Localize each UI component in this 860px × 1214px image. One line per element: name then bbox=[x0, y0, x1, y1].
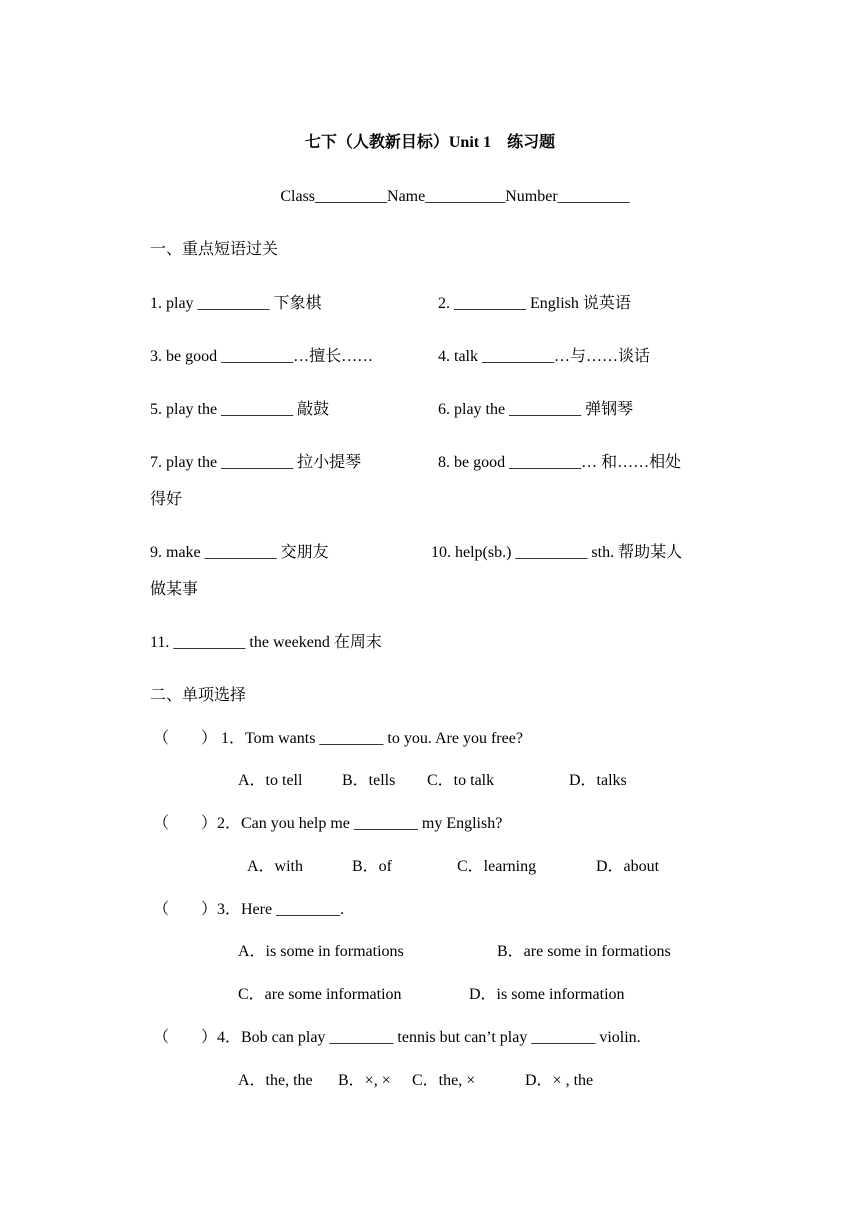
question-3-option-b: B．are some in formations bbox=[497, 943, 671, 960]
phrase-item-6: 6. play the _________ 弹钢琴 bbox=[438, 401, 634, 418]
question-1-option-d: D．talks bbox=[569, 772, 627, 789]
question-2-option-a: A．with bbox=[247, 858, 304, 875]
phrase-item-10-continued: 做某事 bbox=[150, 581, 199, 598]
phrase-item-2: 2. _________ English 说英语 bbox=[438, 295, 631, 312]
question-4-option-b: B．×, × bbox=[338, 1072, 391, 1089]
question-3-option-d: D．is some information bbox=[469, 986, 625, 1003]
question-4-option-d: D．× , the bbox=[525, 1072, 594, 1089]
phrase-item-9: 9. make _________ 交朋友 bbox=[150, 544, 329, 561]
section-heading-choice: 二、单项选择 bbox=[150, 687, 247, 704]
question-3-option-a: A．is some in formations bbox=[238, 943, 404, 960]
question-1-option-a: A．to tell bbox=[238, 772, 303, 789]
phrase-item-8-continued: 得好 bbox=[150, 491, 183, 508]
question-1-option-b: B．tells bbox=[342, 772, 396, 789]
section-heading-phrases: 一、重点短语过关 bbox=[150, 241, 279, 258]
question-3-stem: （ ）3．Here ________. bbox=[153, 901, 345, 918]
question-2-option-c: C．learning bbox=[457, 858, 537, 875]
phrase-item-3: 3. be good _________…擅长…… bbox=[150, 348, 374, 365]
phrase-item-8: 8. be good _________… 和……相处 bbox=[438, 454, 682, 471]
question-2-option-d: D．about bbox=[596, 858, 660, 875]
question-2-stem: （ ）2．Can you help me ________ my English? bbox=[153, 815, 503, 832]
question-4-stem: （ ）4．Bob can play ________ tennis but can’t play ________ violin. bbox=[153, 1029, 641, 1046]
phrase-item-10: 10. help(sb.) _________ sth. 帮助某人 bbox=[431, 544, 683, 561]
question-4-option-c: C．the, × bbox=[412, 1072, 476, 1089]
question-2-option-b: B．of bbox=[352, 858, 393, 875]
page-title: 七下（人教新目标）Unit 1 练习题 bbox=[304, 134, 556, 151]
question-4-option-a: A．the, the bbox=[238, 1072, 313, 1089]
question-1-option-c: C．to talk bbox=[427, 772, 495, 789]
question-3-option-c: C．are some information bbox=[238, 986, 402, 1003]
phrase-item-7: 7. play the _________ 拉小提琴 bbox=[150, 454, 362, 471]
phrase-item-11: 11. _________ the weekend 在周末 bbox=[150, 634, 382, 651]
student-info-line: Class_________Name__________Number_________ bbox=[280, 188, 630, 205]
phrase-item-1: 1. play _________ 下象棋 bbox=[150, 295, 322, 312]
phrase-item-4: 4. talk _________…与……谈话 bbox=[438, 348, 650, 365]
phrase-item-5: 5. play the _________ 敲鼓 bbox=[150, 401, 330, 418]
question-1-stem: （ ） 1．Tom wants ________ to you. Are you free? bbox=[153, 730, 523, 747]
